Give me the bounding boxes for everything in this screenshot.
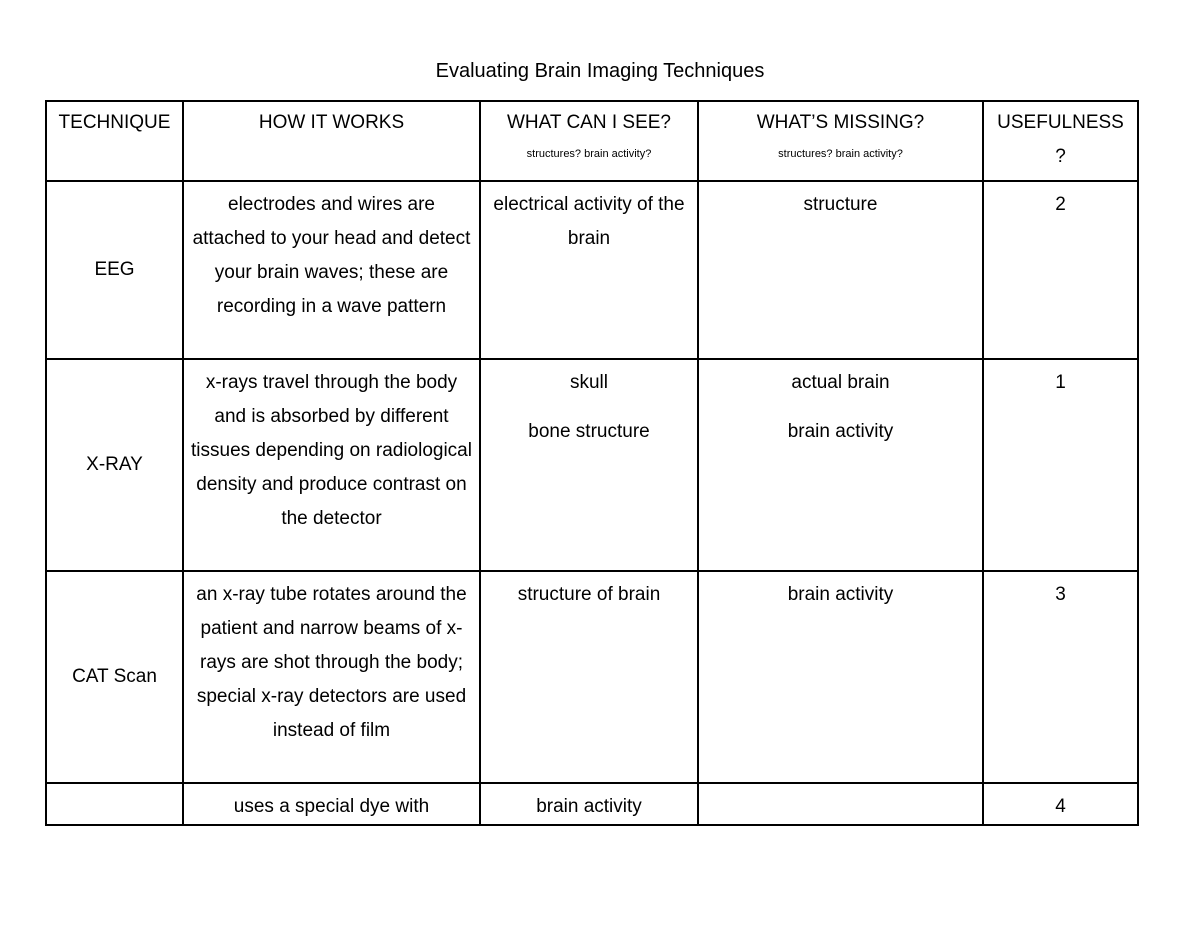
whats-missing-cell [698, 181, 983, 359]
technique-cell: X-RAY [46, 359, 183, 571]
page-title: Evaluating Brain Imaging Techniques [435, 60, 765, 82]
what-can-i-see-cell [480, 783, 698, 825]
table-row-partial [46, 783, 1138, 825]
what-can-i-see-cell [480, 181, 698, 359]
header-what-can-i-see [480, 101, 698, 181]
missing-item: actual brain [791, 372, 890, 393]
usefulness-cell: 4 [983, 783, 1138, 825]
technique-cell: CAT Scan [46, 571, 183, 783]
see-item: skull [569, 372, 608, 393]
how-it-works-cell: electrodes and wires are attached to your head and detect your brain waves; these are recording in a wave pattern [183, 181, 480, 359]
how-it-works-cell: an x-ray tube rotates around the patient and narrow beams of x-rays are shot through the body; special x-ray detectors are used instead of film [183, 571, 480, 783]
header-missing-subtext: structures? brain activity? [778, 148, 903, 160]
see-item: structure of brain [517, 584, 661, 605]
technique-cell: EEG [46, 181, 183, 359]
what-can-i-see-cell [480, 359, 698, 571]
table-row-xray [46, 359, 1138, 571]
header-whats-missing [698, 101, 983, 181]
see-item: bone structure [528, 421, 650, 442]
usefulness-cell: 3 [983, 571, 1138, 783]
see-item: brain activity [536, 796, 642, 817]
header-see-subtext: structures? brain activity? [526, 148, 652, 160]
missing-item: brain activity [787, 584, 894, 605]
whats-missing-cell [698, 571, 983, 783]
header-missing-label: WHAT’S MISSING? [756, 112, 925, 133]
how-it-works-cell: uses a special dye with [183, 783, 480, 825]
header-row [46, 101, 1138, 181]
what-can-i-see-cell [480, 571, 698, 783]
missing-item: brain activity [787, 421, 894, 442]
usefulness-cell: 2 [983, 181, 1138, 359]
missing-item: structure [803, 194, 878, 215]
header-technique-label: TECHNIQUE [58, 112, 171, 133]
how-it-works-cell: x-rays travel through the body and is absorbed by different tissues depending on radiological density and produce contrast on the detector [183, 359, 480, 571]
usefulness-cell: 1 [983, 359, 1138, 571]
evaluation-table [45, 100, 1139, 826]
header-how-label: HOW IT WORKS [258, 112, 405, 133]
header-usefulness-label: USEFULNESS ? [997, 112, 1124, 167]
whats-missing-cell [698, 359, 983, 571]
table-row-eeg [46, 181, 1138, 359]
header-see-label: WHAT CAN I SEE? [507, 112, 671, 133]
table-row-cat-scan [46, 571, 1138, 783]
header-how-it-works [183, 101, 480, 181]
technique-cell [46, 783, 183, 825]
header-usefulness [983, 101, 1138, 181]
whats-missing-cell [698, 783, 983, 825]
see-item: electrical activity of the brain [493, 194, 685, 249]
header-technique [46, 101, 183, 181]
